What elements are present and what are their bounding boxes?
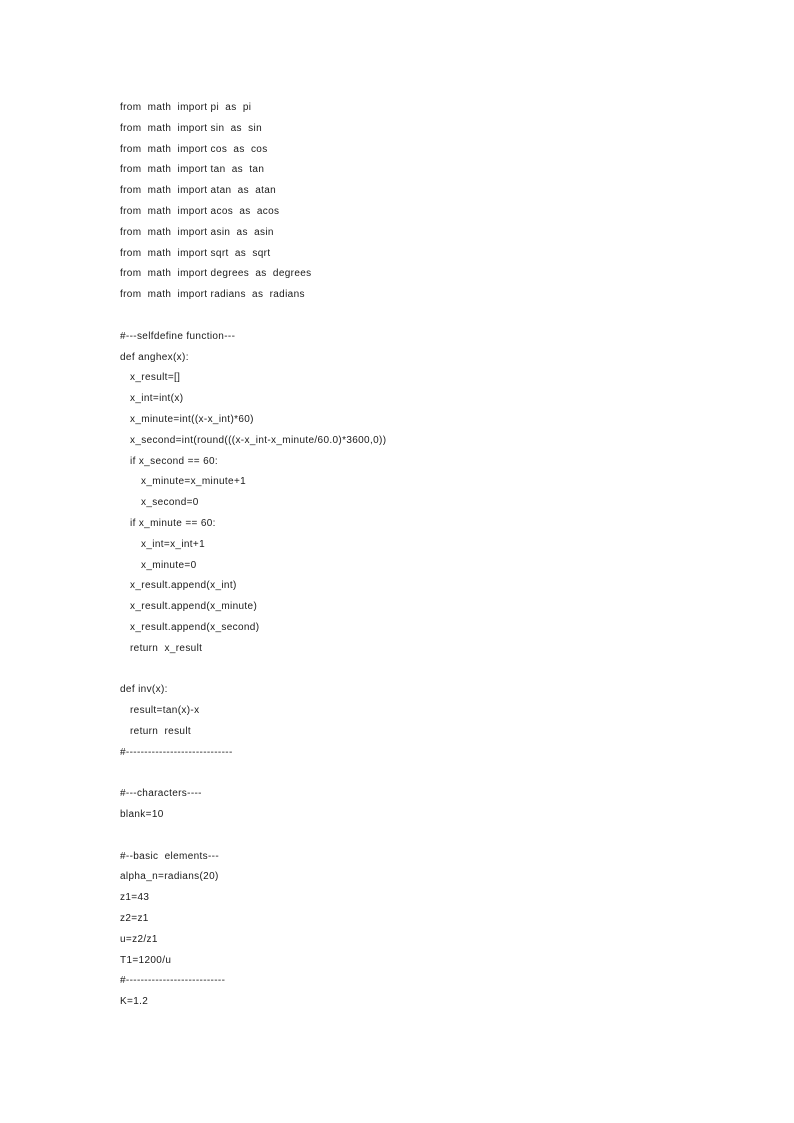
code-line-alpha-n: alpha_n=radians(20): [120, 871, 219, 883]
code-line-import-tan: from math import tan as tan: [120, 164, 265, 176]
code-line-x-result-init: x_result=[]: [130, 372, 181, 384]
code-line-blank: [120, 306, 720, 327]
code-line-append-second: x_result.append(x_second): [130, 621, 260, 633]
code-line-k: K=1.2: [120, 996, 149, 1008]
code-line-z1: z1=43: [120, 892, 150, 904]
code-line-import-atan: from math import atan as atan: [120, 185, 277, 197]
code-line-import-sqrt: from math import sqrt as sqrt: [120, 247, 271, 259]
code-line-append-int: x_result.append(x_int): [130, 580, 237, 592]
code-line-comment-characters: #---characters----: [120, 788, 202, 800]
code-line-import-sin: from math import sin as sin: [120, 122, 262, 134]
code-line-minute-increment: x_minute=x_minute+1: [141, 476, 247, 488]
code-line-import-asin: from math import asin as asin: [120, 226, 274, 238]
code-line-import-radians: from math import radians as radians: [120, 289, 305, 301]
code-line-separator: #-----------------------------: [120, 746, 233, 758]
code-line-minute-reset: x_minute=0: [141, 559, 197, 571]
code-line-import-pi: from math import pi as pi: [120, 102, 252, 113]
code-line-import-cos: from math import cos as cos: [120, 143, 268, 155]
code-line-separator: #---------------------------: [120, 975, 226, 987]
code-line-int-increment: x_int=x_int+1: [141, 538, 206, 550]
code-line-blank: [120, 660, 720, 681]
code-line-x-second: x_second=int(round(((x-x_int-x_minute/60.0)*3600,0)): [130, 434, 387, 446]
code-line-comment-basic-elements: #--basic elements---: [120, 850, 220, 862]
code-line-second-reset: x_second=0: [141, 497, 199, 509]
code-line-t1: T1=1200/u: [120, 954, 172, 966]
code-line-if-second: if x_second == 60:: [130, 455, 219, 467]
code-line-return-result: return result: [130, 725, 192, 737]
code-line-x-int: x_int=int(x): [130, 393, 184, 405]
code-line-blank: [120, 826, 720, 847]
code-line-import-acos: from math import acos as acos: [120, 205, 280, 217]
code-line-comment-selfdefine: #---selfdefine function---: [120, 330, 236, 342]
code-listing: [120, 98, 720, 1013]
code-line-blank: [120, 764, 720, 785]
code-line-import-degrees: from math import degrees as degrees: [120, 268, 312, 280]
code-line-def-anghex: def anghex(x):: [120, 351, 189, 363]
code-line-result-calc: result=tan(x)-x: [130, 705, 200, 717]
code-line-return-x-result: return x_result: [130, 642, 203, 654]
code-line-if-minute: if x_minute == 60:: [130, 517, 216, 529]
code-line-def-inv: def inv(x):: [120, 684, 168, 696]
code-line-append-minute: x_result.append(x_minute): [130, 601, 258, 613]
code-line-u: u=z2/z1: [120, 933, 158, 945]
code-line-z2: z2=z1: [120, 913, 149, 925]
code-line-blank-assign: blank=10: [120, 809, 164, 821]
code-line-x-minute: x_minute=int((x-x_int)*60): [130, 413, 254, 425]
